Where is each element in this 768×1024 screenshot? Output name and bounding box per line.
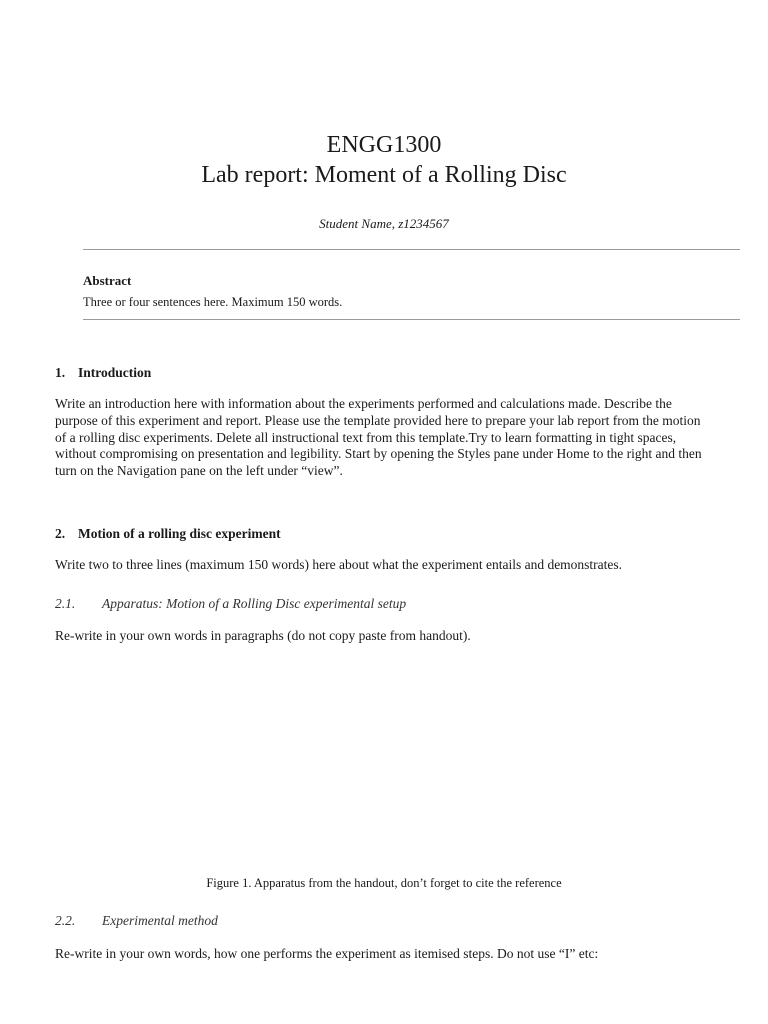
subheading-text: Experimental method: [102, 913, 218, 928]
subheading-number: 2.2.: [55, 913, 76, 928]
figure-placeholder: [55, 660, 715, 860]
heading-introduction: [55, 365, 151, 381]
abstract-top-rule: [83, 249, 740, 250]
report-title: Lab report: Moment of a Rolling Disc: [201, 162, 567, 188]
abstract-heading: Abstract: [83, 273, 132, 288]
abstract-text: Three or four sentences here. Maximum 150 words.: [83, 295, 343, 309]
heading-text: Introduction: [78, 365, 152, 380]
heading-number: 1.: [55, 365, 66, 380]
subheading-method: [55, 913, 218, 929]
subheading-text: Apparatus: Motion of a Rolling Disc experimental setup: [102, 596, 407, 611]
course-code: ENGG1300: [326, 132, 442, 158]
subheading-number: 2.1.: [55, 596, 76, 611]
motion-paragraph: Write two to three lines (maximum 150 words) here about what the experiment entails and demonstrates.: [55, 557, 623, 572]
student-name-line: Student Name, z1234567: [319, 216, 449, 231]
abstract-bottom-rule: [83, 319, 740, 320]
introduction-paragraph: Write an introduction here with information about the experiments performed and calculations made. Describe the purpose of this experiment and report. Please use the template provided here to prepare your lab report from the motion of a rolling disc experiments. Delete all instructional text from this template.Try to learn formatting in tight spaces, without compromising on presentation and legibility. Start by opening the Styles pane under Home to the right and then turn on the Navigation pane on the left under “view”.: [55, 396, 702, 479]
method-paragraph: Re-write in your own words, how one performs the experiment as itemised steps. Do not use “I” etc:: [55, 946, 599, 961]
heading-number: 2.: [55, 526, 66, 541]
heading-text: Motion of a rolling disc experiment: [78, 526, 281, 541]
figure-caption: Figure 1. Apparatus from the handout, don’t forget to cite the reference: [206, 876, 562, 890]
heading-motion-experiment: [55, 526, 281, 542]
subheading-apparatus: [55, 596, 406, 612]
apparatus-paragraph: Re-write in your own words in paragraphs (do not copy paste from handout).: [55, 628, 471, 643]
